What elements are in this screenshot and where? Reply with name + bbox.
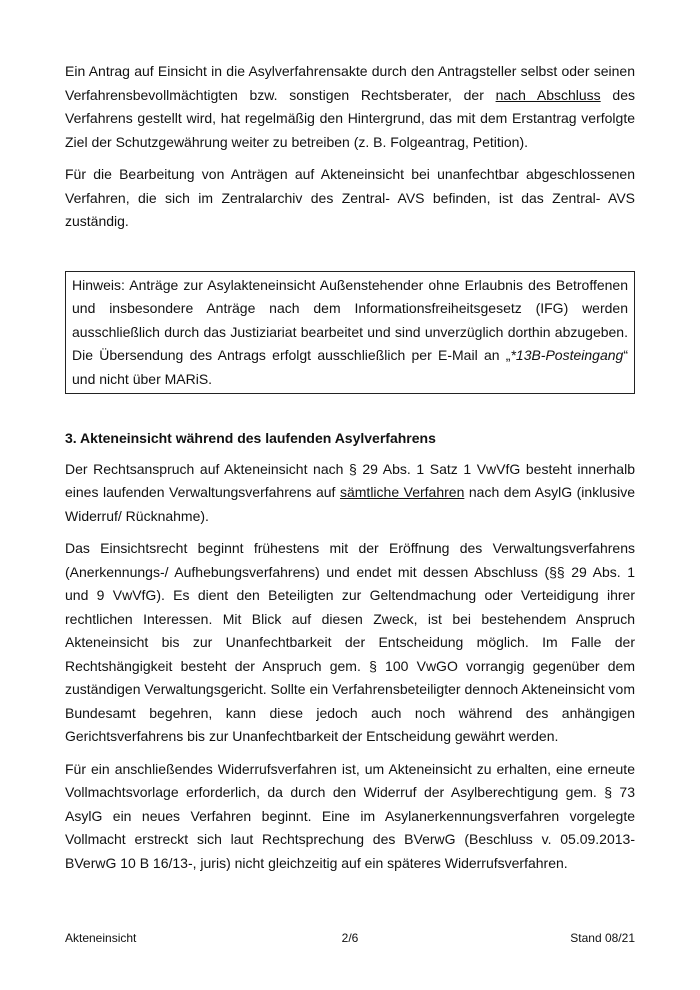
underlined-phrase: nach Abschluss bbox=[495, 86, 601, 103]
footer-document-title: Akteneinsicht bbox=[65, 931, 137, 945]
underlined-phrase: sämtliche Verfahren bbox=[339, 484, 465, 500]
notice-box bbox=[65, 271, 635, 395]
paragraph-legal-claim bbox=[65, 458, 635, 529]
footer-version-date: Stand 08/21 bbox=[570, 931, 635, 945]
notice-text-end: “ und nicht über MARiS. bbox=[72, 347, 628, 387]
paragraph-text: des Verfahrens gestellt wird, hat regelmäßig den Hintergrund, das mit dem Erstantrag verfolgte Ziel der Schutzgewährung weiter zu betreiben (z. B. Folgeantrag, Petition). bbox=[65, 86, 635, 150]
section-heading: 3. Akteneinsicht während des laufenden Asylverfahrens bbox=[65, 430, 436, 446]
notice-text-start: Hinweis: Anträge zur Asylakteneinsicht Außenstehender ohne Erlaubnis des Betroffenen und insbesondere Anträge nach dem Informationsfreiheitsgesetz (IFG) werden ausschließlich durch das Justiziariat bearbeitet und sind unverzüglich dorthin abzugeben. Die Übersendung des Antrags erfolgt ausschließlich per E-Mail an „ bbox=[72, 276, 628, 363]
footer-page-number: 2/6 bbox=[341, 931, 359, 945]
paragraph-central-archive: Für die Bearbeitung von Anträgen auf Akteneinsicht bei unanfechtbar abgeschlossenen Verfahren, die sich im Zentralarchiv des Zentral- AVS befinden, ist das Zentral- AVS zuständig. bbox=[65, 166, 635, 229]
paragraph-revocation-procedure: Für ein anschließendes Widerrufsverfahren ist, um Akteneinsicht zu erhalten, eine erneute Vollmachtsvorlage erforderlich, da durch den Widerruf der Asylberechtigung gem. § 73 AsylG ein neues Verfahren beginnt. Eine im Asylanerkennungsverfahren vorgelegte Vollmacht erstreckt sich laut Rechtsprechung des BVerwG (Beschluss v. 05.09.2013- BVerwG 10 B 16/13-, juris) nicht gleichzeitig auf ein späteres Widerrufsverfahren. bbox=[65, 760, 635, 871]
paragraph-text: nach dem AsylG (inklusive Widerruf/ Rücknahme). bbox=[65, 484, 635, 524]
document-body bbox=[65, 60, 635, 884]
paragraph-text: Der Rechtsanspruch auf Akteneinsicht nach § 29 Abs. 1 Satz 1 VwVfG besteht innerhalb eines laufenden Verwaltungsverfahrens auf bbox=[65, 460, 635, 500]
paragraph-right-of-inspection: Das Einsichtsrecht beginnt frühestens mit der Eröffnung des Verwaltungsverfahrens (Anerkennungs-/ Aufhebungsverfahrens) und endet mit dessen Abschluss (§§ 29 Abs. 1 und 9 VwVfG). Es dient den Beteiligten zur Geltendmachung oder Verteidigung ihrer rechtlichen Interessen. Mit Blick auf diesen Zweck, ist bei bestehendem Anspruch Akteneinsicht bis zur Unanfechtbarkeit der Entscheidung möglich. Im Falle der Rechtshängigkeit besteht der Anspruch gem. § 100 VwGO vorrangig gegenüber dem zuständigen Verwaltungsgericht. Sollte ein Verfahrensbeteiligter dennoch Akteneinsicht vom Bundesamt begehren, kann diese jedoch auch noch während des anhängigen Gerichtsverfahrens bis zur Unanfechtbarkeit der Entscheidung gewährt werden. bbox=[65, 540, 635, 744]
paragraph-application-after-completion bbox=[65, 60, 635, 154]
notice-text bbox=[72, 274, 628, 392]
page-footer bbox=[65, 930, 635, 946]
paragraph-text: Ein Antrag auf Einsicht in die Asylverfahrensakte durch den Antragsteller selbst oder seinen Verfahrensbevollmächtigten bzw. sonstigen Rechtsberater, der bbox=[65, 63, 635, 103]
mailbox-name: *13B-Posteingang bbox=[510, 347, 624, 363]
